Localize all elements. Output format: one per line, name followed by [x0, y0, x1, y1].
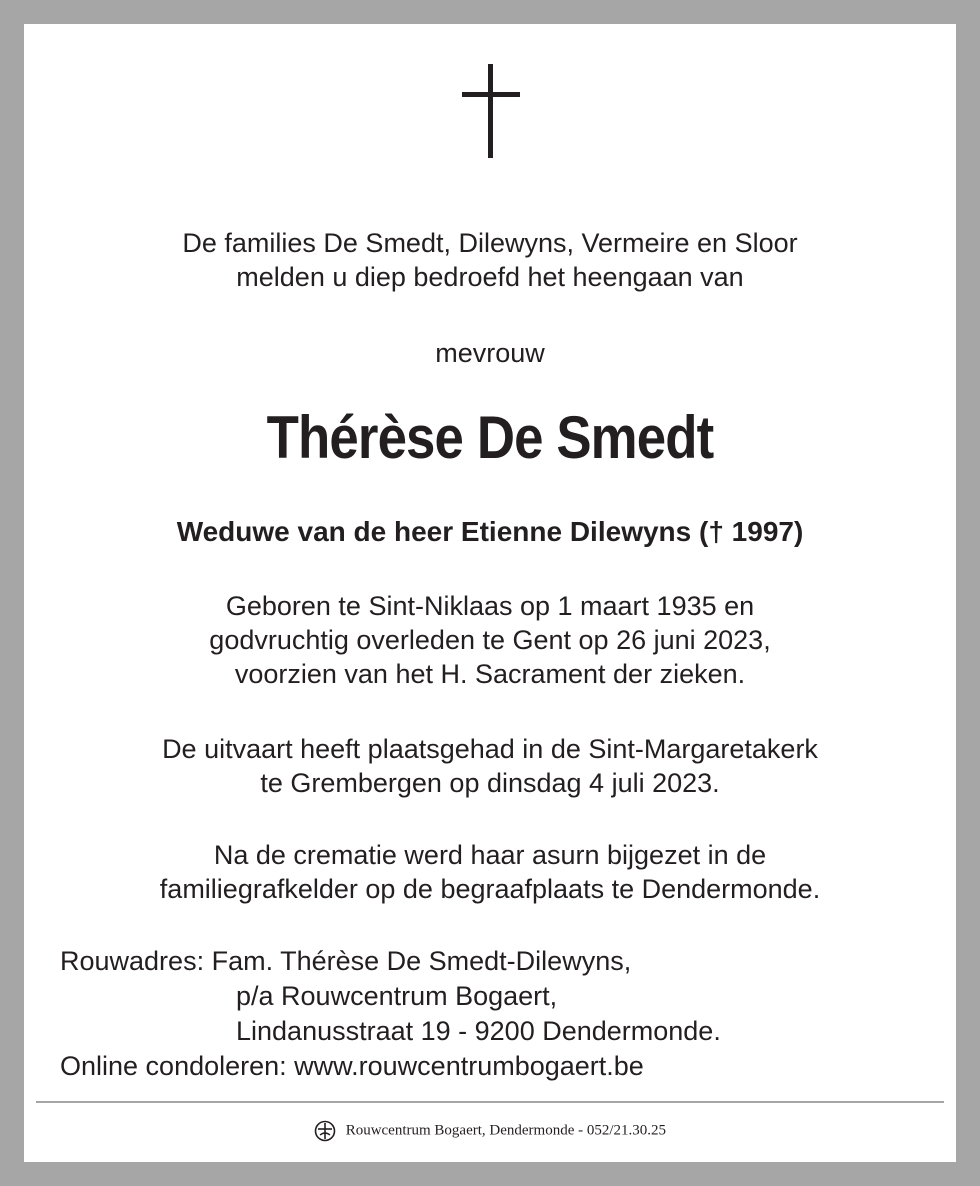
address-line: Rouwadres: Fam. Thérèse De Smedt-Dilewyns, — [60, 946, 632, 976]
funeral-line: De uitvaart heeft plaatsgehad in de Sint-Margaretakerk — [162, 734, 818, 764]
cremation-line: familiegrafkelder op de begraafplaats te Dendermonde. — [159, 874, 821, 904]
footer — [0, 1118, 980, 1143]
funeral-line: te Grembergen op dinsdag 4 juli 2023. — [260, 768, 720, 798]
address-line: p/a Rouwcentrum Bogaert, — [236, 981, 558, 1011]
birth-death-info — [0, 589, 980, 691]
birth-death-line: voorzien van het H. Sacrament der zieken. — [234, 659, 746, 689]
mourning-address — [60, 944, 721, 1084]
title-word: mevrouw — [435, 338, 545, 368]
cremation-line: Na de crematie werd haar asurn bijgezet in de — [213, 840, 767, 870]
intro-line: De families De Smedt, Dilewyns, Vermeire en Sloor — [182, 228, 798, 258]
cross-icon — [462, 64, 520, 158]
funeral-info — [0, 732, 980, 800]
footer-divider — [36, 1101, 944, 1103]
cremation-info — [0, 838, 980, 906]
widow-line: Weduwe van de heer Etienne Dilewyns († 1997) — [176, 516, 804, 547]
online-condolence-line: Online condoleren: www.rouwcentrumbogaert.be — [60, 1051, 644, 1081]
intro-line: melden u diep bedroefd het heengaan van — [236, 262, 744, 292]
footer-text: Rouwcentrum Bogaert, Dendermonde - 052/21.30.25 — [345, 1122, 667, 1139]
birth-death-line: Geboren te Sint-Niklaas op 1 maart 1935 en — [225, 591, 755, 621]
deceased-name: Thérèse De Smedt — [266, 404, 714, 471]
announcement-intro — [0, 226, 980, 294]
birth-death-line: godvruchtig overleden te Gent op 26 juni 2023, — [209, 625, 771, 655]
funeral-home-logo-icon — [314, 1120, 336, 1142]
address-line: Lindanusstraat 19 - 9200 Dendermonde. — [236, 1016, 721, 1046]
